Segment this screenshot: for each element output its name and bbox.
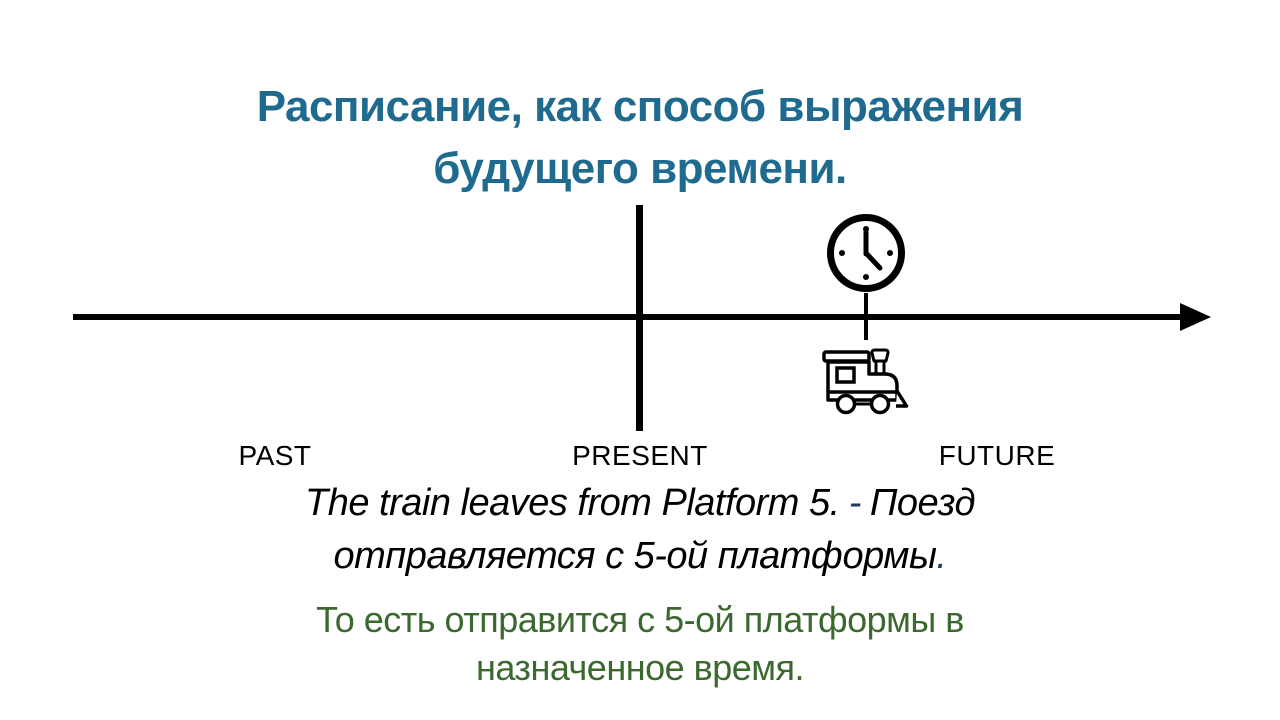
example-sentence (0, 477, 1280, 583)
event-tick-mark (864, 293, 868, 340)
note-line-1: То есть отправится с 5-ой платформы в (316, 599, 964, 640)
example-dash: - (848, 482, 861, 524)
train-icon (822, 348, 912, 416)
title-line-1: Расписание, как способ выражения (256, 82, 1024, 131)
page-title (0, 76, 1280, 200)
example-line-2 (0, 530, 1280, 583)
note-line-2: назначенное время. (475, 647, 805, 688)
clock-icon (826, 213, 906, 293)
future-label: FUTURE (938, 440, 1056, 471)
present-label: PRESENT (572, 440, 708, 471)
explanation-note (0, 596, 1280, 692)
example-russian-rest: отправляется с 5-ой платформы (333, 535, 937, 577)
example-line-1 (0, 477, 1280, 530)
timeline-axis-line (73, 314, 1181, 320)
title-line-2: будущего времени. (433, 144, 847, 193)
present-divider-line (636, 205, 643, 431)
timeline-arrowhead (1180, 303, 1211, 331)
past-label: PAST (238, 440, 312, 471)
example-russian-start: Поезд (869, 482, 975, 524)
example-english-part: The train leaves from Platform 5. (305, 482, 840, 524)
example-period: . (936, 535, 947, 577)
